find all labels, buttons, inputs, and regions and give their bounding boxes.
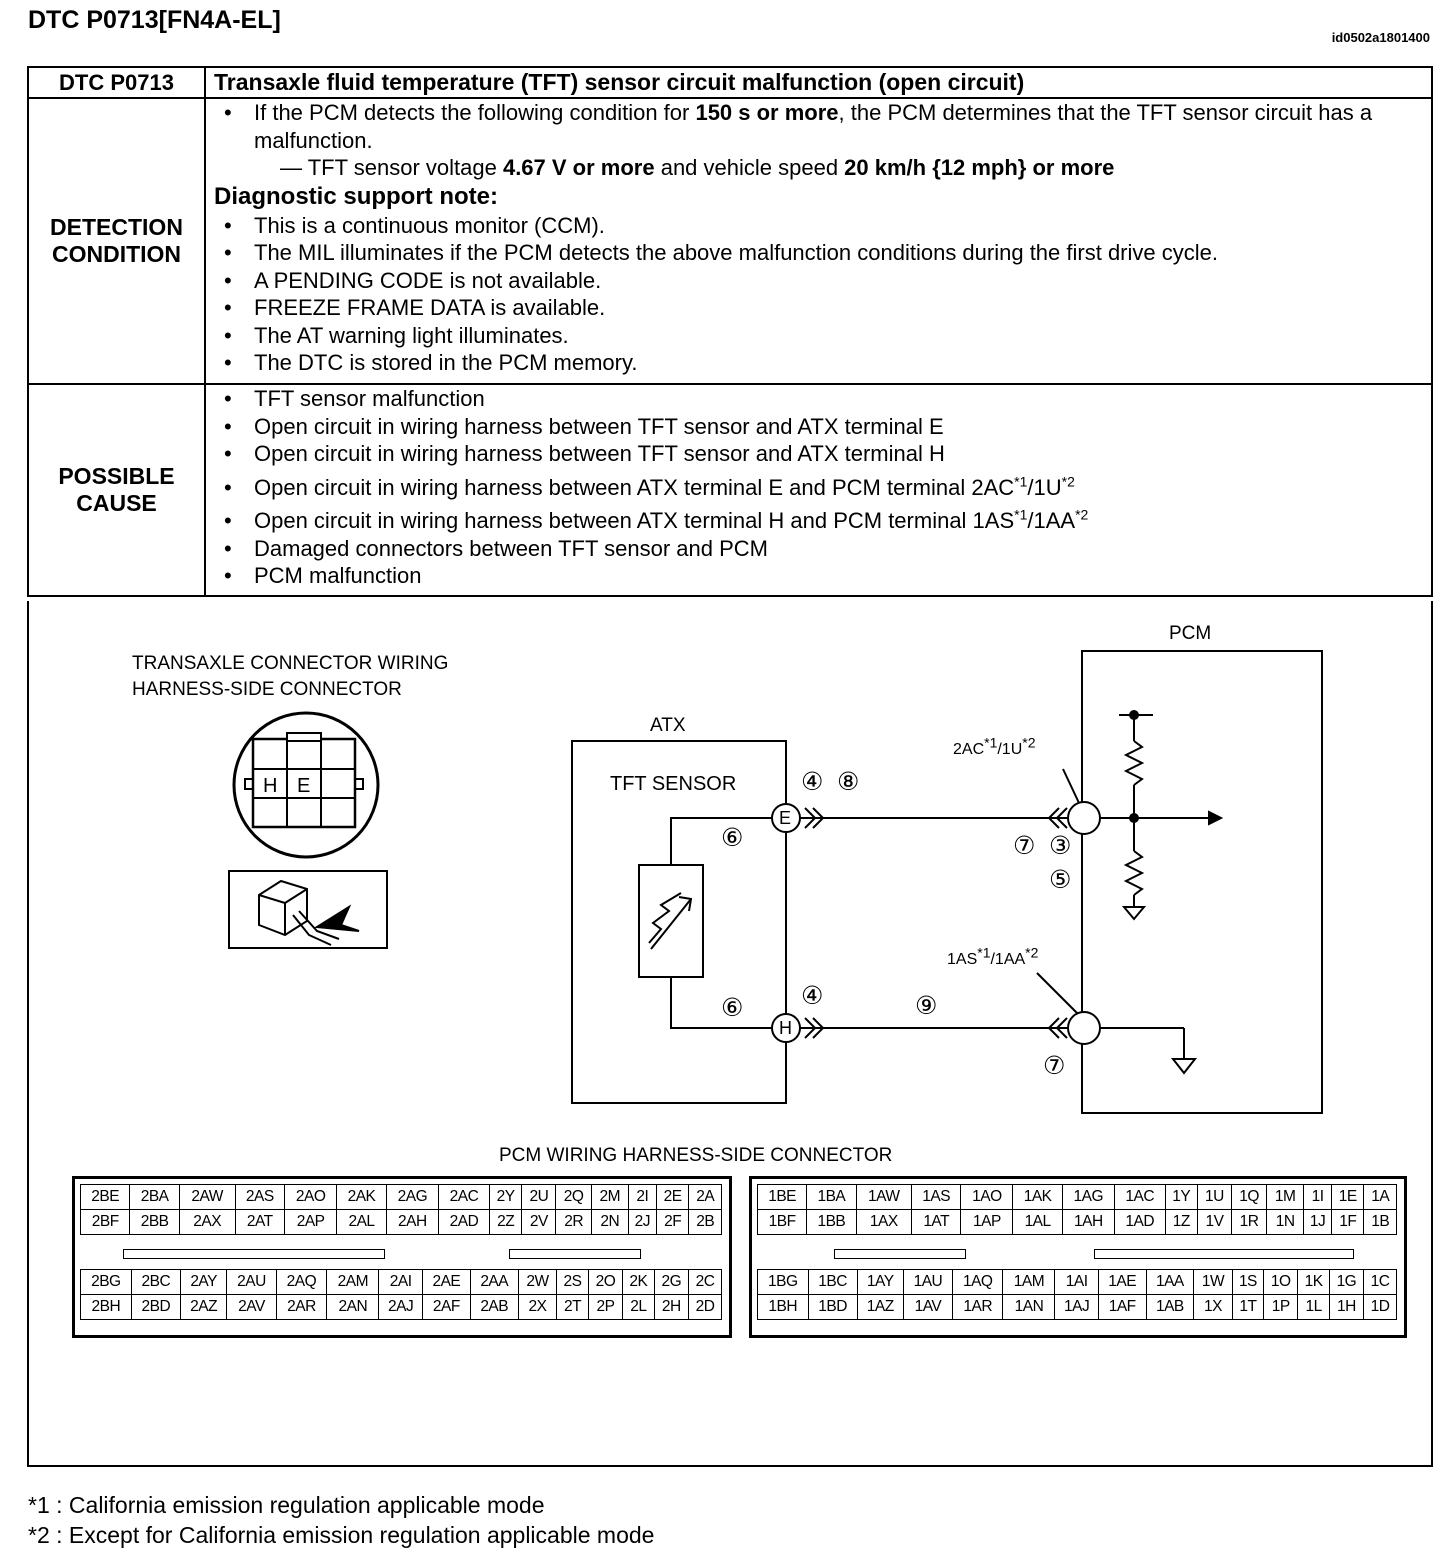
connector-pin: 1M (1267, 1185, 1304, 1210)
tft-sensor-label: TFT SENSOR (610, 773, 737, 795)
connector-pin: 2AY (180, 1270, 226, 1295)
connector-pin: 2J (628, 1210, 656, 1235)
connector-pin: 1AX (856, 1210, 912, 1235)
text: Open circuit in wiring harness between ATX terminal E and PCM terminal 2AC (254, 474, 1015, 500)
connector-pin: 2AO (284, 1185, 336, 1210)
connector-pin: 2BB (130, 1210, 179, 1235)
connector-pin: 1S (1232, 1270, 1263, 1295)
connector-pin: 1N (1267, 1210, 1304, 1235)
connector-pin: 1AE (1098, 1270, 1146, 1295)
connector-pin: 1O (1264, 1270, 1298, 1295)
label-line: CAUSE (76, 490, 157, 516)
footnote-1: *1 : California emission regulation applicable mode (28, 1492, 545, 1518)
superscript: *1 (1014, 506, 1028, 523)
connector-pin: 2AJ (379, 1295, 423, 1320)
dtc-description: Transaxle fluid temperature (TFT) sensor circuit malfunction (open circuit) (205, 67, 1432, 98)
step-marker-8: ⑧ (837, 768, 860, 796)
pcm-connector-label: PCM WIRING HARNESS-SIDE CONNECTOR (499, 1145, 893, 1166)
connector-pin: 1D (1364, 1295, 1397, 1320)
superscript: *2 (1025, 944, 1039, 961)
text: /1U (997, 741, 1023, 758)
connector-pin: 2AH (386, 1210, 438, 1235)
terminal-h-label: H (779, 1018, 792, 1038)
connector-pin: 1U (1198, 1185, 1232, 1210)
cause-item: • Open circuit in wiring harness between TFT sensor and ATX terminal E (218, 413, 1421, 441)
text: /1U (1027, 474, 1062, 500)
step-marker-3: ③ (1049, 832, 1072, 860)
possible-cause-body (205, 384, 1432, 596)
detection-condition-row (28, 98, 1432, 384)
connector-pin: 2H (654, 1295, 688, 1320)
pcm-terminal-h-label (947, 944, 1039, 969)
connector-row (81, 1270, 722, 1295)
connector-1-lower-block (757, 1269, 1397, 1320)
connector-pin: 1BG (758, 1270, 809, 1295)
connector-pin: 2AV (227, 1295, 276, 1320)
connector-pin: 1C (1364, 1270, 1397, 1295)
connector-pin: 1R (1231, 1210, 1266, 1235)
possible-cause-row (28, 384, 1432, 596)
connector-pin: 1AK (1013, 1185, 1062, 1210)
pcm-terminal-e-label (953, 734, 1036, 759)
connector-pin: 1AW (856, 1185, 912, 1210)
connector-pin: 2W (518, 1270, 557, 1295)
step-marker-9: ⑨ (915, 992, 938, 1020)
step-marker-6: ⑥ (721, 994, 744, 1022)
note-item: • The MIL illuminates if the PCM detects the above malfunction conditions during the first drive cycle. (218, 239, 1421, 267)
connector-pin: 1K (1298, 1270, 1329, 1295)
connector-pin: 2M (591, 1185, 628, 1210)
connector-pin: 1H (1329, 1295, 1363, 1320)
detection-condition-body (205, 98, 1432, 384)
connector-pin: 1AV (903, 1295, 952, 1320)
connector-pin: 1AM (1003, 1270, 1055, 1295)
connector-pin: 2D (688, 1295, 721, 1320)
cause-item: • Damaged connectors between TFT sensor and PCM (218, 535, 1421, 563)
connector-pin: 2AP (284, 1210, 336, 1235)
connector-pin: 1AA (1146, 1270, 1194, 1295)
connector-pin: 2K (623, 1270, 655, 1295)
connector-pin: 1L (1298, 1295, 1329, 1320)
connector-pin: 2B (689, 1210, 722, 1235)
text: , the PCM determines that the TFT sensor circuit has a malfunction. (254, 100, 1373, 153)
pin-e-label: E (297, 775, 311, 797)
connector-pin: 1AT (912, 1210, 961, 1235)
detection-subcondition (218, 154, 1421, 182)
connector-pin: 2AD (439, 1210, 490, 1235)
connector-pin: 1A (1364, 1185, 1397, 1210)
atx-label: ATX (650, 715, 686, 736)
connector-pin: 1F (1332, 1210, 1364, 1235)
connector-pin: 1BA (807, 1185, 856, 1210)
transaxle-connector-label: TRANSAXLE CONNECTOR WIRING (132, 653, 449, 674)
connector-pin: 2AR (276, 1295, 327, 1320)
connector-pin: 1AS (912, 1185, 961, 1210)
connector-row (758, 1270, 1397, 1295)
step-marker-4: ④ (801, 982, 824, 1010)
connector-pin: 1BE (758, 1185, 807, 1210)
connector-pin: 1Z (1165, 1210, 1197, 1235)
possible-cause-label (28, 384, 205, 596)
connector-pin: 2AB (470, 1295, 518, 1320)
superscript: *1 (977, 944, 991, 961)
connector-pin: 1X (1194, 1295, 1232, 1320)
connector-pin: 1P (1264, 1295, 1298, 1320)
superscript: *2 (1022, 734, 1036, 751)
connector-pin: 2AW (179, 1185, 235, 1210)
connector-pin: 2BE (81, 1185, 130, 1210)
connector-pin: 1E (1332, 1185, 1364, 1210)
connector-pin: 1BH (758, 1295, 809, 1320)
text-bold: 20 km/h {12 mph} or more (844, 155, 1115, 180)
connector-pin: 1AR (952, 1295, 1003, 1320)
connector-row (758, 1295, 1397, 1320)
cause-item: • PCM malfunction (218, 562, 1421, 590)
connector-pin: 2AI (379, 1270, 423, 1295)
connector-latch (1094, 1249, 1354, 1259)
wiring-diagram-panel (27, 601, 1433, 1467)
diagnostic-note-heading: Diagnostic support note: (214, 182, 498, 210)
detection-bullet (218, 99, 1421, 154)
connector-pin: 1W (1194, 1270, 1232, 1295)
connector-pin: 1BD (808, 1295, 857, 1320)
connector-pin: 1AJ (1055, 1295, 1098, 1320)
connector-pin: 1T (1232, 1295, 1263, 1320)
connector-pin: 2BA (130, 1185, 179, 1210)
connector-latch (509, 1249, 641, 1259)
cause-item (218, 468, 1421, 502)
transaxle-connector-label: HARNESS-SIDE CONNECTOR (132, 679, 402, 700)
connector-pin: 2AC (439, 1185, 490, 1210)
connector-pin: 2AN (327, 1295, 379, 1320)
note-item: • A PENDING CODE is not available. (218, 267, 1421, 295)
connector-pin: 1V (1198, 1210, 1232, 1235)
connector-pin: 2Y (489, 1185, 522, 1210)
detection-condition-label (28, 98, 205, 384)
connector-pin: 2BH (81, 1295, 132, 1320)
label-line: DETECTION (50, 214, 183, 240)
connector-pin: 2E (656, 1185, 689, 1210)
connector-pin: 1AP (961, 1210, 1013, 1235)
label-line: CONDITION (51, 241, 182, 267)
connector-pin: 1AY (857, 1270, 903, 1295)
connector-2-lower-block (80, 1269, 722, 1320)
dtc-header-row (28, 67, 1432, 98)
text: /1AA (990, 951, 1026, 968)
text-bold: 4.67 V or more (502, 155, 655, 180)
connector-pin: 1G (1329, 1270, 1363, 1295)
connector-pin: 2A (689, 1185, 722, 1210)
text: If the PCM detects the following condition for (254, 100, 696, 125)
connector-pin: 1AI (1055, 1270, 1098, 1295)
connector-pin: 1BC (808, 1270, 857, 1295)
text: Open circuit in wiring harness between ATX terminal H and PCM terminal 1AS (254, 508, 1015, 533)
text: and vehicle speed (654, 155, 845, 180)
connector-pin: 1AZ (857, 1295, 903, 1320)
connector-2-upper-block (80, 1184, 722, 1235)
connector-pin: 2AK (337, 1185, 386, 1210)
step-marker-7: ⑦ (1043, 1052, 1066, 1080)
pcm-connector-2 (72, 1176, 732, 1338)
connector-pin: 2X (518, 1295, 557, 1320)
step-marker-5: ⑤ (1049, 866, 1072, 894)
terminal-e-label: E (779, 808, 792, 828)
connector-pin: 1AU (903, 1270, 952, 1295)
text-bold: 150 s or more (695, 100, 839, 125)
connector-pin: 2BD (131, 1295, 180, 1320)
connector-pin: 1B (1364, 1210, 1397, 1235)
connector-pin: 2AZ (180, 1295, 226, 1320)
connector-pin: 1AQ (952, 1270, 1003, 1295)
note-item: • This is a continuous monitor (CCM). (218, 212, 1421, 240)
connector-pin: 1Y (1165, 1185, 1197, 1210)
superscript: *2 (1075, 506, 1089, 523)
note-item: • The DTC is stored in the PCM memory. (218, 349, 1421, 377)
connector-pin: 2F (656, 1210, 689, 1235)
connector-pin: 1BB (807, 1210, 856, 1235)
connector-pin: 2T (557, 1295, 589, 1320)
connector-row (81, 1295, 722, 1320)
connector-1-upper-block (757, 1184, 1397, 1235)
footnote-2: *2 : Except for California emission regulation applicable mode (28, 1522, 655, 1548)
connector-pin: 2O (588, 1270, 622, 1295)
document-id: id0502a1801400 (1331, 30, 1430, 45)
connector-pin: 2I (628, 1185, 656, 1210)
connector-pin: 2S (557, 1270, 589, 1295)
pcm-connector-1 (749, 1176, 1407, 1338)
pin-h-label: H (263, 775, 278, 797)
connector-pin: 1I (1304, 1185, 1332, 1210)
cause-item: • Open circuit in wiring harness between TFT sensor and ATX terminal H (218, 440, 1421, 468)
connector-pin: 2AU (227, 1270, 276, 1295)
label-line: POSSIBLE (58, 463, 175, 489)
connector-pin: 2N (591, 1210, 628, 1235)
superscript: *1 (984, 734, 998, 751)
cause-item (218, 501, 1421, 535)
connector-pin: 2U (522, 1185, 556, 1210)
connector-pin: 2AA (470, 1270, 518, 1295)
pcm-label: PCM (1169, 623, 1212, 644)
connector-latch (123, 1249, 385, 1259)
connector-pin: 2BF (81, 1210, 130, 1235)
connector-pin: 2Q (556, 1185, 591, 1210)
connector-pin: 1AN (1003, 1295, 1055, 1320)
connector-pin: 1AL (1013, 1210, 1062, 1235)
text: — TFT sensor voltage (280, 155, 503, 180)
connector-row (81, 1185, 722, 1210)
superscript: *1 (1014, 473, 1028, 490)
connector-pin: 1AD (1114, 1210, 1165, 1235)
connector-pin: 2BC (131, 1270, 180, 1295)
connector-pin: 2R (556, 1210, 591, 1235)
page-title: DTC P0713[FN4A-EL] (28, 6, 281, 34)
note-item: • The AT warning light illuminates. (218, 322, 1421, 350)
step-marker-7: ⑦ (1013, 832, 1036, 860)
note-item: • FREEZE FRAME DATA is available. (218, 294, 1421, 322)
cause-item: • TFT sensor malfunction (218, 385, 1421, 413)
text: 1AS (947, 951, 978, 968)
connector-pin: 1AG (1062, 1185, 1114, 1210)
connector-pin: 2AM (327, 1270, 379, 1295)
text: /1AA (1027, 508, 1076, 533)
step-marker-4: ④ (801, 768, 824, 796)
connector-pin: 1Q (1231, 1185, 1266, 1210)
connector-pin: 2AQ (276, 1270, 327, 1295)
connector-pin: 1J (1304, 1210, 1332, 1235)
connector-pin: 1AB (1146, 1295, 1194, 1320)
connector-pin: 2AG (386, 1185, 438, 1210)
connector-pin: 2AS (235, 1185, 284, 1210)
connector-pin: 2Z (489, 1210, 522, 1235)
connector-pin: 2C (688, 1270, 721, 1295)
connector-pin: 2P (588, 1295, 622, 1320)
dtc-table (27, 66, 1433, 597)
connector-pin: 1AF (1098, 1295, 1146, 1320)
connector-pin: 2AT (235, 1210, 284, 1235)
connector-pin: 1AC (1114, 1185, 1165, 1210)
connector-pin: 1AH (1062, 1210, 1114, 1235)
connector-row (758, 1210, 1397, 1235)
connector-pin: 2BG (81, 1270, 132, 1295)
connector-pin: 2AF (422, 1295, 470, 1320)
connector-pin: 2V (522, 1210, 556, 1235)
superscript: *2 (1061, 473, 1075, 490)
dtc-code: DTC P0713 (28, 67, 205, 98)
connector-pin: 2G (654, 1270, 688, 1295)
connector-latch (834, 1249, 966, 1259)
connector-pin: 2L (623, 1295, 655, 1320)
connector-row (81, 1210, 722, 1235)
text: 2AC (953, 741, 985, 758)
step-marker-6: ⑥ (721, 824, 744, 852)
connector-pin: 2AL (337, 1210, 386, 1235)
connector-row (758, 1185, 1397, 1210)
connector-pin: 1BF (758, 1210, 807, 1235)
connector-pin: 1AO (961, 1185, 1013, 1210)
connector-pin: 2AX (179, 1210, 235, 1235)
connector-pin: 2AE (422, 1270, 470, 1295)
